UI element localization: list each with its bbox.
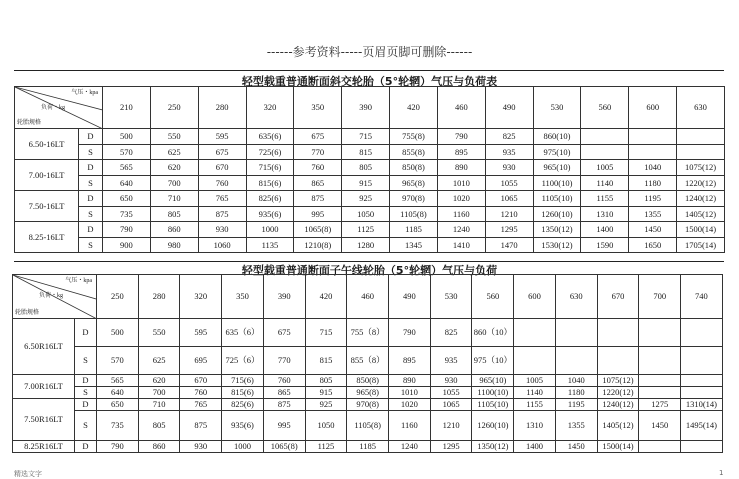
load-value-cell: 1240 (437, 222, 485, 238)
load-value-cell: 860 (138, 441, 180, 453)
load-value-cell: 715(6) (246, 160, 294, 176)
load-value-cell: 550 (150, 129, 198, 145)
load-value-cell: 970(8) (390, 191, 438, 207)
load-value-cell: 650 (103, 191, 151, 207)
load-value-cell: 640 (103, 176, 151, 191)
tire-spec-cell: 7.00-16LT (15, 160, 79, 191)
pressure-header-cell: 320 (246, 87, 294, 129)
load-value-cell: 1260(10) (472, 411, 514, 441)
load-value-cell: 1140 (514, 387, 556, 399)
load-value-cell: 875 (180, 411, 222, 441)
load-value-cell: 1050 (342, 207, 390, 222)
load-value-cell: 550 (138, 319, 180, 347)
load-value-cell: 865 (263, 387, 305, 399)
tire-spec-cell: 8.25R16LT (13, 441, 75, 453)
pressure-header-cell: 420 (390, 87, 438, 129)
load-value-cell: 1705(14) (677, 238, 725, 253)
load-value-cell (514, 347, 556, 375)
load-value-cell (681, 387, 723, 399)
load-value-cell (677, 145, 725, 160)
load-value-cell: 1310 (581, 207, 629, 222)
load-value-cell: 675 (198, 145, 246, 160)
load-value-cell: 1185 (347, 441, 389, 453)
load-value-cell: 805 (150, 207, 198, 222)
load-value-cell: 915 (342, 176, 390, 191)
load-type-cell: S (79, 207, 103, 222)
load-value-cell: 1125 (305, 441, 347, 453)
bias-tire-table (14, 86, 725, 253)
pressure-header-cell: 670 (597, 275, 639, 319)
load-value-cell: 760 (294, 160, 342, 176)
table-row (13, 441, 723, 453)
load-value-cell: 725（6） (222, 347, 264, 375)
table-row (15, 222, 725, 238)
load-value-cell: 1160 (389, 411, 431, 441)
load-value-cell: 935 (485, 145, 533, 160)
pressure-header-cell: 210 (103, 87, 151, 129)
load-value-cell: 980 (150, 238, 198, 253)
table2-title: 轻型载重普通断面子午线轮胎（5°轮辋）气压与负荷 (241, 264, 498, 277)
header-row (15, 87, 725, 129)
pressure-header-cell: 630 (555, 275, 597, 319)
load-value-cell (639, 375, 681, 387)
load-value-cell: 565 (97, 375, 139, 387)
tire-spec-cell: 7.50-16LT (15, 191, 79, 222)
load-value-cell: 930 (485, 160, 533, 176)
load-value-cell: 1210 (485, 207, 533, 222)
load-value-cell: 805 (138, 411, 180, 441)
load-value-cell: 670 (198, 160, 246, 176)
pressure-header-cell: 250 (150, 87, 198, 129)
load-value-cell: 900 (103, 238, 151, 253)
table-row (15, 238, 725, 253)
load-value-cell: 650 (97, 399, 139, 411)
pressure-header-cell: 740 (681, 275, 723, 319)
load-value-cell: 1530(12) (533, 238, 581, 253)
load-value-cell: 1105(10) (472, 399, 514, 411)
load-value-cell: 755(8) (390, 129, 438, 145)
load-value-cell (639, 347, 681, 375)
load-value-cell (681, 441, 723, 453)
table-row (13, 375, 723, 387)
load-value-cell: 1180 (629, 176, 677, 191)
load-value-cell (555, 319, 597, 347)
pressure-header-cell: 560 (581, 87, 629, 129)
load-value-cell: 670 (180, 375, 222, 387)
load-value-cell: 760 (198, 176, 246, 191)
load-value-cell: 1065(8) (263, 441, 305, 453)
pressure-header-cell: 390 (263, 275, 305, 319)
load-value-cell: 1155 (581, 191, 629, 207)
load-value-cell: 675 (294, 129, 342, 145)
table-row (13, 387, 723, 399)
load-value-cell: 715(6) (222, 375, 264, 387)
load-type-cell: D (79, 191, 103, 207)
load-value-cell: 760 (263, 375, 305, 387)
pressure-header-cell: 250 (97, 275, 139, 319)
table-row (15, 191, 725, 207)
load-value-cell: 1075(12) (677, 160, 725, 176)
load-value-cell: 925 (305, 399, 347, 411)
load-value-cell: 1450 (555, 441, 597, 453)
load-value-cell: 595 (180, 319, 222, 347)
load-type-cell: S (79, 145, 103, 160)
load-value-cell: 1295 (430, 441, 472, 453)
load-value-cell: 1180 (555, 387, 597, 399)
load-value-cell: 915 (305, 387, 347, 399)
load-value-cell: 1355 (629, 207, 677, 222)
load-value-cell: 965(8) (390, 176, 438, 191)
load-value-cell: 1500(14) (597, 441, 639, 453)
load-value-cell (581, 129, 629, 145)
load-value-cell: 1240(12) (597, 399, 639, 411)
load-value-cell: 875 (294, 191, 342, 207)
load-type-cell: D (75, 375, 97, 387)
load-value-cell: 1590 (581, 238, 629, 253)
tire-spec-cell: 8.25-16LT (15, 222, 79, 253)
load-type-cell: S (75, 347, 97, 375)
load-value-cell: 620 (150, 160, 198, 176)
load-value-cell: 1055 (485, 176, 533, 191)
load-value-cell: 1220(12) (597, 387, 639, 399)
load-value-cell: 770 (294, 145, 342, 160)
corner-header-cell (15, 87, 103, 129)
load-value-cell: 925 (342, 191, 390, 207)
load-value-cell: 725(6) (246, 145, 294, 160)
load-value-cell: 1050 (305, 411, 347, 441)
load-value-cell: 1195 (555, 399, 597, 411)
load-value-cell: 1405(12) (677, 207, 725, 222)
load-value-cell: 1140 (581, 176, 629, 191)
load-value-cell: 1005 (581, 160, 629, 176)
load-value-cell: 1275 (639, 399, 681, 411)
load-value-cell: 1295 (485, 222, 533, 238)
pressure-header-cell: 280 (198, 87, 246, 129)
tire-spec-cell: 6.50-16LT (15, 129, 79, 160)
load-value-cell: 1280 (342, 238, 390, 253)
load-axis-label: 负荷・kg (39, 293, 64, 299)
load-value-cell: 875 (263, 399, 305, 411)
load-value-cell: 1260(10) (533, 207, 581, 222)
load-value-cell: 1470 (485, 238, 533, 253)
load-value-cell: 790 (437, 129, 485, 145)
pressure-header-cell: 390 (342, 87, 390, 129)
load-value-cell (681, 347, 723, 375)
load-value-cell: 815 (342, 145, 390, 160)
load-value-cell (681, 319, 723, 347)
load-value-cell: 595 (198, 129, 246, 145)
load-value-cell: 635（6） (222, 319, 264, 347)
pressure-header-cell: 490 (485, 87, 533, 129)
load-value-cell: 975(10) (533, 145, 581, 160)
load-value-cell (677, 129, 725, 145)
table-row (13, 319, 723, 347)
load-value-cell: 1010 (437, 176, 485, 191)
pressure-header-cell: 350 (294, 87, 342, 129)
load-value-cell: 1000 (246, 222, 294, 238)
load-type-cell: S (75, 387, 97, 399)
load-value-cell: 860(10) (533, 129, 581, 145)
load-value-cell: 715 (305, 319, 347, 347)
load-value-cell: 1220(12) (677, 176, 725, 191)
load-value-cell: 1345 (390, 238, 438, 253)
load-value-cell: 805 (305, 375, 347, 387)
load-value-cell: 1135 (246, 238, 294, 253)
load-value-cell: 570 (103, 145, 151, 160)
load-value-cell: 700 (138, 387, 180, 399)
load-value-cell: 765 (198, 191, 246, 207)
pressure-header-cell: 350 (222, 275, 264, 319)
load-value-cell: 1040 (629, 160, 677, 176)
load-value-cell: 930 (430, 375, 472, 387)
pressure-header-cell: 420 (305, 275, 347, 319)
load-value-cell: 965(10) (472, 375, 514, 387)
load-value-cell: 1210(8) (294, 238, 342, 253)
load-value-cell: 1350(12) (533, 222, 581, 238)
load-value-cell: 1020 (389, 399, 431, 411)
load-value-cell: 1060 (198, 238, 246, 253)
load-type-cell: D (79, 222, 103, 238)
load-type-cell: D (75, 441, 97, 453)
load-value-cell: 890 (389, 375, 431, 387)
table-row (15, 176, 725, 191)
load-value-cell: 850(8) (390, 160, 438, 176)
load-value-cell: 1105(8) (390, 207, 438, 222)
load-value-cell: 500 (103, 129, 151, 145)
load-value-cell: 930 (180, 441, 222, 453)
load-value-cell: 965(10) (533, 160, 581, 176)
pressure-header-cell: 280 (138, 275, 180, 319)
table-row (15, 129, 725, 145)
load-value-cell: 1240(12) (677, 191, 725, 207)
table-row (13, 411, 723, 441)
load-value-cell: 935(6) (222, 411, 264, 441)
load-value-cell: 640 (97, 387, 139, 399)
load-value-cell: 570 (97, 347, 139, 375)
load-value-cell: 625 (138, 347, 180, 375)
tire-spec-cell: 7.00R16LT (13, 375, 75, 399)
load-value-cell: 735 (103, 207, 151, 222)
load-value-cell: 1450 (639, 411, 681, 441)
corner-header-cell (13, 275, 97, 319)
spec-axis-label: 轮胎规格 (17, 120, 42, 126)
load-value-cell: 1195 (629, 191, 677, 207)
footer-left: 精选文字 (14, 470, 42, 478)
load-value-cell: 1020 (437, 191, 485, 207)
load-value-cell: 855(8) (390, 145, 438, 160)
radial-tire-table (12, 274, 723, 453)
load-value-cell: 895 (389, 347, 431, 375)
load-value-cell: 1310(14) (681, 399, 723, 411)
load-value-cell (629, 129, 677, 145)
load-value-cell: 1185 (390, 222, 438, 238)
load-type-cell: D (75, 319, 97, 347)
load-value-cell: 755（8） (347, 319, 389, 347)
load-value-cell: 1240 (389, 441, 431, 453)
pressure-header-cell: 530 (430, 275, 472, 319)
pressure-header-cell: 460 (437, 87, 485, 129)
load-value-cell: 695 (180, 347, 222, 375)
pressure-axis-label: 气压・kpa (71, 90, 98, 96)
load-value-cell: 770 (263, 347, 305, 375)
load-value-cell: 815(6) (222, 387, 264, 399)
load-value-cell: 815 (305, 347, 347, 375)
load-value-cell: 1065(8) (294, 222, 342, 238)
load-value-cell: 1000 (222, 441, 264, 453)
load-value-cell: 1040 (555, 375, 597, 387)
load-value-cell: 625 (150, 145, 198, 160)
load-value-cell (639, 441, 681, 453)
load-value-cell (514, 319, 556, 347)
load-value-cell: 710 (150, 191, 198, 207)
load-value-cell: 1405(12) (597, 411, 639, 441)
top-rule (14, 70, 724, 71)
load-value-cell: 865 (294, 176, 342, 191)
table-row (13, 347, 723, 375)
pressure-header-cell: 630 (677, 87, 725, 129)
table-row (15, 145, 725, 160)
load-value-cell: 805 (342, 160, 390, 176)
table-row (13, 399, 723, 411)
load-value-cell: 965(8) (347, 387, 389, 399)
load-value-cell: 1105(10) (533, 191, 581, 207)
load-value-cell: 1100(10) (533, 176, 581, 191)
load-value-cell: 1125 (342, 222, 390, 238)
pressure-axis-label: 气压・kpa (65, 278, 92, 284)
load-value-cell (629, 145, 677, 160)
load-value-cell (639, 387, 681, 399)
load-value-cell (555, 347, 597, 375)
load-value-cell: 860 (150, 222, 198, 238)
page-number: 1 (719, 469, 724, 477)
load-value-cell: 635(6) (246, 129, 294, 145)
load-value-cell: 1010 (389, 387, 431, 399)
load-value-cell: 1055 (430, 387, 472, 399)
load-value-cell: 565 (103, 160, 151, 176)
pressure-header-cell: 490 (389, 275, 431, 319)
tire-spec-cell: 6.50R16LT (13, 319, 75, 375)
load-value-cell: 1495(14) (681, 411, 723, 441)
load-value-cell: 995 (294, 207, 342, 222)
pressure-header-cell: 530 (533, 87, 581, 129)
load-value-cell: 620 (138, 375, 180, 387)
load-value-cell: 1410 (437, 238, 485, 253)
load-type-cell: S (79, 176, 103, 191)
tire-spec-cell: 7.50R16LT (13, 399, 75, 441)
spec-axis-label: 轮胎规格 (15, 310, 40, 316)
load-value-cell: 970(8) (347, 399, 389, 411)
load-value-cell: 895 (437, 145, 485, 160)
load-value-cell: 760 (180, 387, 222, 399)
load-value-cell: 935(6) (246, 207, 294, 222)
load-value-cell: 765 (180, 399, 222, 411)
load-value-cell: 875 (198, 207, 246, 222)
load-value-cell: 715 (342, 129, 390, 145)
table1-title: 轻型载重普通断面斜交轮胎（5°轮辋）气压与负荷表 (241, 75, 498, 88)
load-value-cell: 860（10） (472, 319, 514, 347)
pressure-header-cell: 320 (180, 275, 222, 319)
load-value-cell: 1160 (437, 207, 485, 222)
pressure-header-cell: 700 (639, 275, 681, 319)
load-value-cell (639, 319, 681, 347)
load-value-cell: 825 (485, 129, 533, 145)
load-value-cell: 1650 (629, 238, 677, 253)
load-value-cell: 1500(14) (677, 222, 725, 238)
load-value-cell: 855（8） (347, 347, 389, 375)
pressure-header-cell: 600 (514, 275, 556, 319)
load-value-cell: 1400 (581, 222, 629, 238)
load-value-cell: 1005 (514, 375, 556, 387)
load-value-cell (597, 347, 639, 375)
load-value-cell: 1065 (430, 399, 472, 411)
load-value-cell: 790 (103, 222, 151, 238)
load-value-cell: 930 (198, 222, 246, 238)
table-row (15, 160, 725, 176)
load-value-cell: 790 (97, 441, 139, 453)
load-value-cell: 1155 (514, 399, 556, 411)
load-value-cell: 1400 (514, 441, 556, 453)
load-value-cell: 815(6) (246, 176, 294, 191)
load-value-cell: 700 (150, 176, 198, 191)
load-value-cell: 500 (97, 319, 139, 347)
pressure-header-cell: 460 (347, 275, 389, 319)
header-note: ------参考资料-----页眉页脚可删除------ (266, 45, 473, 59)
load-value-cell: 1065 (485, 191, 533, 207)
load-value-cell: 825 (430, 319, 472, 347)
load-value-cell: 975（10） (472, 347, 514, 375)
load-value-cell: 1105(8) (347, 411, 389, 441)
load-type-cell: S (79, 238, 103, 253)
load-value-cell: 735 (97, 411, 139, 441)
load-value-cell (597, 319, 639, 347)
pressure-header-cell: 600 (629, 87, 677, 129)
load-value-cell: 1075(12) (597, 375, 639, 387)
load-value-cell: 1355 (555, 411, 597, 441)
load-value-cell: 1100(10) (472, 387, 514, 399)
load-value-cell: 825(6) (222, 399, 264, 411)
load-value-cell (681, 375, 723, 387)
load-value-cell: 825(6) (246, 191, 294, 207)
table-row (15, 207, 725, 222)
header-row (13, 275, 723, 319)
pressure-header-cell: 560 (472, 275, 514, 319)
load-axis-label: 负荷・kg (41, 105, 66, 111)
load-value-cell: 675 (263, 319, 305, 347)
load-type-cell: D (79, 129, 103, 145)
load-value-cell: 935 (430, 347, 472, 375)
load-value-cell: 1450 (629, 222, 677, 238)
load-value-cell: 1310 (514, 411, 556, 441)
load-type-cell: D (79, 160, 103, 176)
load-value-cell: 850(8) (347, 375, 389, 387)
load-type-cell: D (75, 399, 97, 411)
load-value-cell: 1350(12) (472, 441, 514, 453)
load-type-cell: S (75, 411, 97, 441)
load-value-cell: 1210 (430, 411, 472, 441)
load-value-cell: 890 (437, 160, 485, 176)
load-value-cell (581, 145, 629, 160)
load-value-cell: 995 (263, 411, 305, 441)
load-value-cell: 710 (138, 399, 180, 411)
load-value-cell: 790 (389, 319, 431, 347)
